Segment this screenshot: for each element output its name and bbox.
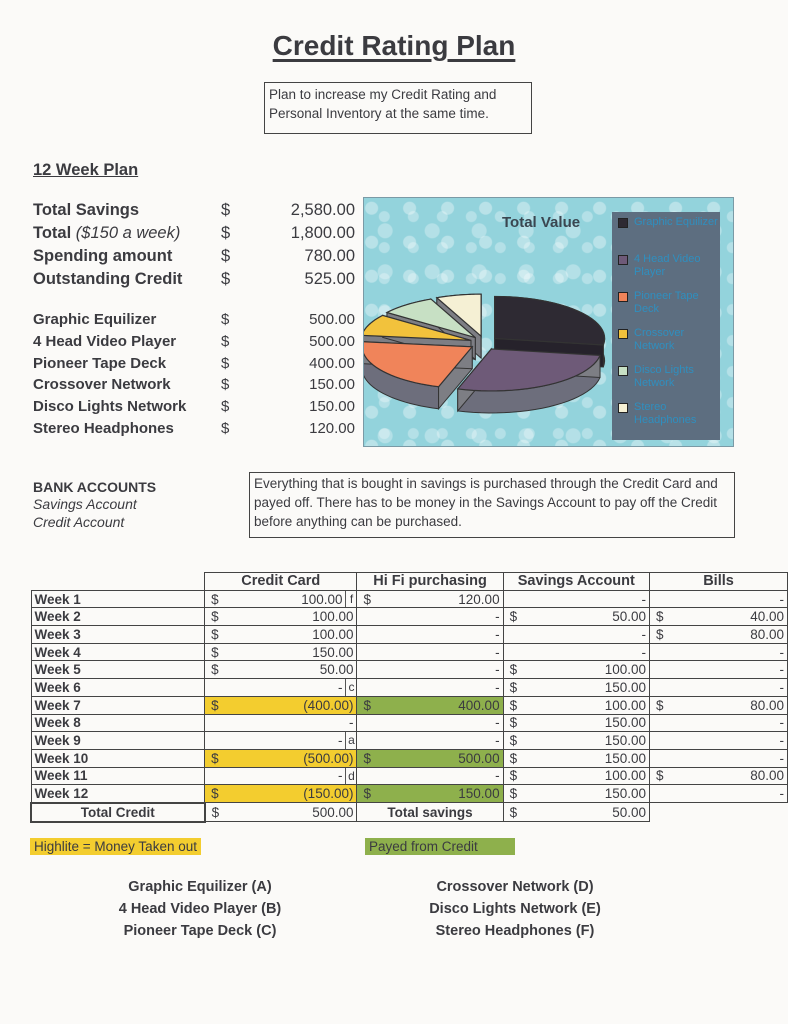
footer-item-d: Crossover Network (D) <box>436 879 594 895</box>
legend-label: Graphic Equilizer <box>634 216 718 228</box>
table-row <box>31 767 788 785</box>
legend-item <box>618 401 718 437</box>
bills-cell: - <box>650 643 788 661</box>
pie-svg <box>364 198 614 448</box>
currency-sign: $ <box>221 420 230 437</box>
item-value: 400.00 <box>309 354 355 372</box>
legend-item <box>618 327 718 363</box>
savings-cell: $ 150.00 <box>503 732 649 750</box>
item-row <box>33 333 355 355</box>
footer-item-e: Disco Lights Network (E) <box>429 901 601 917</box>
savings-cell: $ 50.00 <box>503 608 649 626</box>
week-label: Week 2 <box>31 608 205 626</box>
footer-left-list <box>80 876 320 942</box>
bills-cell: $ 40.00 <box>650 608 788 626</box>
hifi-cell: $ 500.00 <box>357 749 503 767</box>
item-label: Disco Lights Network <box>33 398 187 416</box>
savings-cell: $ 100.00 <box>503 767 649 785</box>
summary-label: Total Savings <box>33 201 140 219</box>
week-label: Week 5 <box>31 661 205 679</box>
item-label: Pioneer Tape Deck <box>33 354 167 372</box>
table-row <box>31 785 788 803</box>
item-value: 150.00 <box>309 376 355 394</box>
table-row <box>31 626 788 644</box>
week-label: Week 3 <box>31 626 205 644</box>
hifi-cell: - <box>357 626 503 644</box>
bills-cell: - <box>650 714 788 732</box>
week-label: Week 6 <box>31 679 205 697</box>
table-row <box>31 679 788 697</box>
credit-card-cell: - d <box>205 767 357 785</box>
currency-sign: $ <box>221 201 231 219</box>
week-label: Week 1 <box>31 590 205 608</box>
table-header-row <box>31 573 788 591</box>
currency-sign: $ <box>221 247 231 265</box>
item-label: Crossover Network <box>33 376 171 394</box>
summary-label: Total ($150 a week) <box>33 224 181 242</box>
header-blank <box>31 573 205 591</box>
footer-item-c: Pioneer Tape Deck (C) <box>123 923 277 939</box>
item-label: 4 Head Video Player <box>33 332 177 350</box>
pie-chart <box>363 197 734 447</box>
legend-item <box>618 364 718 400</box>
currency-sign: $ <box>221 376 230 394</box>
hifi-cell: $ 400.00 <box>357 696 503 714</box>
week-label: Week 12 <box>31 785 205 803</box>
footer-right-list <box>395 876 635 942</box>
bills-cell: - <box>650 749 788 767</box>
chart-legend <box>612 212 720 440</box>
bills-cell: - <box>650 590 788 608</box>
bank-account-credit: Credit Account <box>33 514 125 530</box>
currency-sign: $ <box>221 270 231 288</box>
savings-cell: - <box>503 626 649 644</box>
footer-item-b: 4 Head Video Player (B) <box>118 901 282 917</box>
hifi-cell: $ 150.00 <box>357 785 503 803</box>
highlight-legend-green: Payed from Credit <box>365 838 515 855</box>
credit-card-cell: $ (500.00) <box>205 749 357 767</box>
savings-cell: $ 100.00 <box>503 696 649 714</box>
total-savings-label: Total savings <box>357 803 503 822</box>
week-label: Week 8 <box>31 714 205 732</box>
hifi-cell: - <box>357 661 503 679</box>
summary-value: 2,580.00 <box>290 201 355 219</box>
header-savings: Savings Account <box>503 573 649 591</box>
item-tag: d <box>345 768 356 785</box>
week-label: Week 9 <box>31 732 205 750</box>
legend-label: Pioneer Tape Deck <box>634 290 699 315</box>
week-label: Week 10 <box>31 749 205 767</box>
summary-row <box>33 270 355 293</box>
weekly-table <box>30 572 788 823</box>
credit-card-cell: - c <box>205 679 357 697</box>
header-credit-card: Credit Card <box>205 573 357 591</box>
legend-swatch <box>618 366 628 376</box>
summary-label: Outstanding Credit <box>33 270 183 288</box>
bills-cell: $ 80.00 <box>650 696 788 714</box>
item-value: 500.00 <box>309 332 355 350</box>
currency-sign: $ <box>221 224 231 242</box>
bills-cell: - <box>650 732 788 750</box>
legend-label: Stereo Headphones <box>634 401 697 426</box>
table-row <box>31 732 788 750</box>
total-credit-value: $ 500.00 <box>205 803 357 822</box>
hifi-cell: - <box>357 643 503 661</box>
legend-item <box>618 290 718 326</box>
savings-cell: - <box>503 643 649 661</box>
legend-label: 4 Head Video Player <box>634 253 701 278</box>
pie-slice <box>364 342 472 409</box>
legend-swatch <box>618 292 628 302</box>
credit-card-cell: - a <box>205 732 357 750</box>
item-label: Stereo Headphones <box>33 420 174 437</box>
item-label: Graphic Equilizer <box>33 311 157 328</box>
legend-swatch <box>618 255 628 265</box>
credit-card-cell: $ 100.00 <box>205 626 357 644</box>
totals-row <box>31 803 788 822</box>
item-value: 150.00 <box>309 398 355 416</box>
summary-row <box>33 224 355 247</box>
title-text: Credit Rating Plan <box>272 30 516 61</box>
summary-value: 1,800.00 <box>290 224 355 242</box>
hifi-cell: - <box>357 732 503 750</box>
credit-card-cell: $ 150.00 <box>205 643 357 661</box>
summary-value: 780.00 <box>304 247 355 265</box>
legend-label: Disco Lights Network <box>634 364 694 389</box>
total-savings-value: $ 50.00 <box>503 803 649 822</box>
credit-card-cell: $ 100.00 <box>205 608 357 626</box>
bills-cell: - <box>650 785 788 803</box>
savings-cell: $ 150.00 <box>503 785 649 803</box>
item-tag: a <box>345 732 356 749</box>
bills-cell: - <box>650 679 788 697</box>
currency-sign: $ <box>221 354 230 372</box>
hifi-cell: $ 120.00 <box>357 590 503 608</box>
legend-item <box>618 253 718 289</box>
week-label: Week 7 <box>31 696 205 714</box>
bills-cell: $ 80.00 <box>650 767 788 785</box>
bank-heading: BANK ACCOUNTS <box>33 479 157 495</box>
item-tag: c <box>345 679 356 696</box>
pie-slice <box>458 349 600 413</box>
bank-account-savings: Savings Account <box>33 496 137 512</box>
credit-card-cell: - <box>205 714 357 732</box>
credit-card-cell: $ 50.00 <box>205 661 357 679</box>
item-value: 500.00 <box>309 311 355 328</box>
legend-swatch <box>618 403 628 413</box>
header-hifi: Hi Fi purchasing <box>357 573 503 591</box>
note-box: Everything that is bought in savings is purchased through the Credit Card and payed off. There has to be money in the Savings Account to pay off the Credit before anything can be purchased. <box>249 472 735 538</box>
section-heading: 12 Week Plan <box>33 161 139 179</box>
legend-swatch <box>618 218 628 228</box>
savings-cell: $ 100.00 <box>503 661 649 679</box>
header-bills: Bills <box>650 573 788 591</box>
summary-value: 525.00 <box>304 270 355 288</box>
summary-row <box>33 247 355 270</box>
item-row <box>33 420 355 442</box>
total-credit-label: Total Credit <box>31 803 205 822</box>
summary-row <box>33 201 355 224</box>
savings-cell: - <box>503 590 649 608</box>
credit-card-cell: $ (150.00) <box>205 785 357 803</box>
credit-card-cell: $ 100.00 f <box>205 590 357 608</box>
hifi-cell: - <box>357 608 503 626</box>
table-row <box>31 714 788 732</box>
item-row <box>33 311 355 333</box>
hifi-cell: - <box>357 679 503 697</box>
hifi-cell: - <box>357 714 503 732</box>
item-row <box>33 376 355 398</box>
page-title <box>0 30 788 62</box>
currency-sign: $ <box>221 311 230 328</box>
item-row <box>33 398 355 420</box>
bills-cell: $ 80.00 <box>650 626 788 644</box>
legend-item <box>618 216 718 252</box>
footer-item-f: Stereo Headphones (F) <box>435 923 595 939</box>
chart-title: Total Value <box>502 214 581 231</box>
savings-cell: $ 150.00 <box>503 679 649 697</box>
table-row <box>31 661 788 679</box>
table-row <box>31 696 788 714</box>
bank-accounts <box>33 479 156 531</box>
week-label: Week 4 <box>31 643 205 661</box>
table-row <box>31 590 788 608</box>
currency-sign: $ <box>221 332 230 350</box>
bills-cell: - <box>650 661 788 679</box>
savings-cell: $ 150.00 <box>503 749 649 767</box>
week-label: Week 11 <box>31 767 205 785</box>
item-value: 120.00 <box>309 420 355 437</box>
table-row <box>31 643 788 661</box>
table-row <box>31 608 788 626</box>
hifi-cell: - <box>357 767 503 785</box>
item-row <box>33 355 355 377</box>
summary-label: Spending amount <box>33 247 173 265</box>
currency-sign: $ <box>221 398 230 416</box>
legend-swatch <box>618 329 628 339</box>
item-tag: f <box>345 591 356 608</box>
credit-card-cell: $ (400.00) <box>205 696 357 714</box>
table-row <box>31 749 788 767</box>
savings-cell: $ 150.00 <box>503 714 649 732</box>
subtitle-box: Plan to increase my Credit Rating and Personal Inventory at the same time. <box>264 82 532 134</box>
highlight-legend-yellow: Highlite = Money Taken out <box>30 838 201 855</box>
totals-blank <box>650 803 788 822</box>
legend-label: Crossover Network <box>634 327 685 352</box>
footer-item-a: Graphic Equilizer (A) <box>128 879 272 895</box>
